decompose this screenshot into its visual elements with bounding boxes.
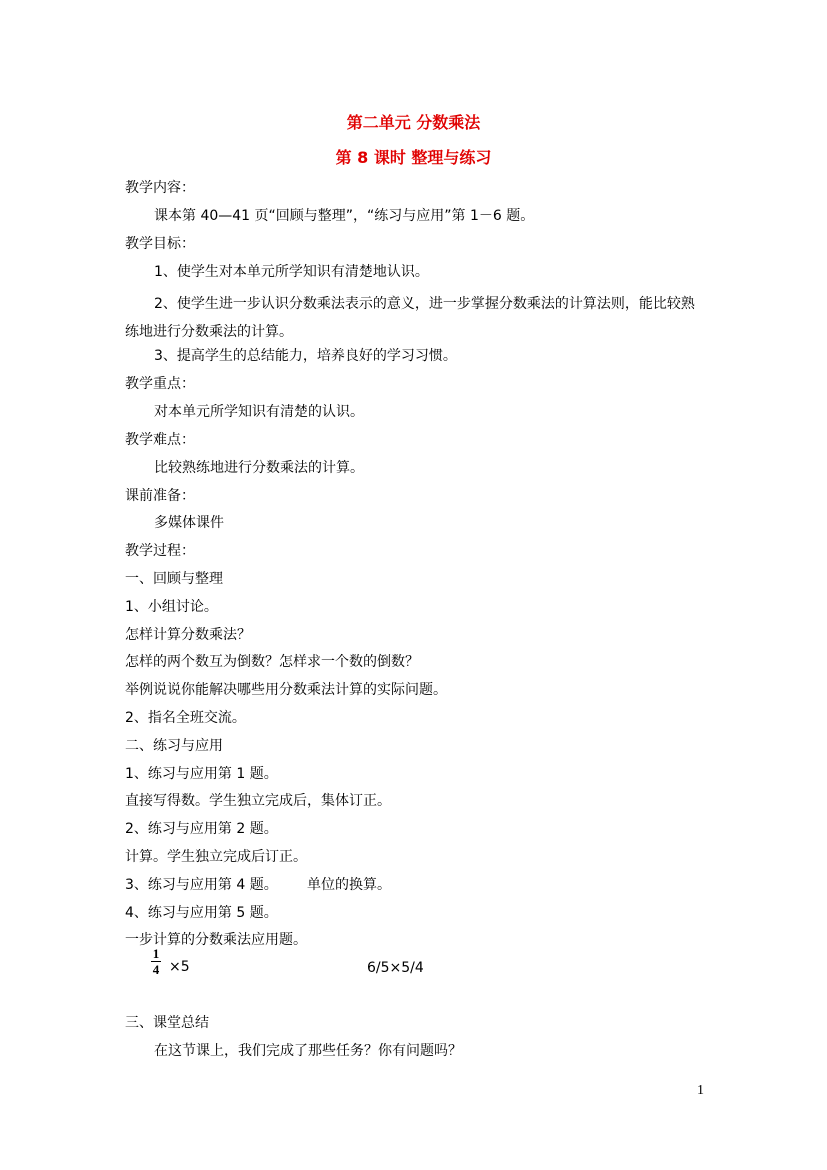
section-2-item-1-note: 直接写得数。学生独立完成后，集体订正。 bbox=[125, 793, 391, 809]
section-2-item-3-note: 单位的换算。 bbox=[307, 877, 391, 893]
difficulty-label: 教学难点： bbox=[125, 432, 195, 448]
section-1-question-2: 怎样的两个数互为倒数？怎样求一个数的倒数？ bbox=[125, 654, 419, 670]
goals-label: 教学目标： bbox=[125, 236, 195, 252]
expression-rest: ×5 bbox=[169, 959, 190, 975]
page-title: 第二单元 分数乘法 bbox=[346, 113, 481, 132]
section-1-item-2: 2、指名全班交流。 bbox=[125, 710, 246, 726]
key-text: 对本单元所学知识有清楚的认识。 bbox=[154, 404, 364, 420]
section-3-text: 在这节课上，我们完成了那些任务？你有问题吗？ bbox=[154, 1043, 462, 1059]
key-label: 教学重点： bbox=[125, 376, 195, 392]
goal-1: 1、使学生对本单元所学知识有清楚地认识。 bbox=[154, 264, 429, 280]
section-2-item-4: 4、练习与应用第 5 题。 bbox=[125, 905, 278, 921]
goal-2: 2、使学生进一步认识分数乘法表示的意义，进一步掌握分数乘法的计算法则，能比较熟练地进行分数乘法的计算。 bbox=[125, 296, 695, 340]
content-text: 课本第 40—41 页“回顾与整理”，“练习与应用”第 1－6 题。 bbox=[154, 208, 535, 224]
page-number: 1 bbox=[697, 1083, 704, 1098]
prep-text: 多媒体课件 bbox=[154, 515, 224, 531]
page-subtitle: 第 8 课时 整理与练习 bbox=[335, 148, 492, 167]
section-2-item-2-note: 计算。学生独立完成后订正。 bbox=[125, 849, 307, 865]
section-1-heading: 一、回顾与整理 bbox=[125, 571, 223, 587]
goal-3: 3、提高学生的总结能力，培养良好的学习习惯。 bbox=[154, 348, 457, 364]
difficulty-text: 比较熟练地进行分数乘法的计算。 bbox=[154, 460, 364, 476]
prep-label: 课前准备： bbox=[125, 488, 195, 504]
section-1-question-1: 怎样计算分数乘法？ bbox=[125, 627, 251, 643]
content-label: 教学内容： bbox=[125, 180, 195, 196]
section-2-item-3: 3、练习与应用第 4 题。 bbox=[125, 877, 278, 893]
section-2-item-4-note: 一步计算的分数乘法应用题。 bbox=[125, 932, 307, 948]
section-2-heading: 二、练习与应用 bbox=[125, 738, 223, 754]
section-1-question-3: 举例说说你能解决哪些用分数乘法计算的实际问题。 bbox=[125, 682, 447, 698]
fraction-numerator: 1 bbox=[152, 946, 160, 961]
section-2-item-1: 1、练习与应用第 1 题。 bbox=[125, 766, 278, 782]
section-2-item-2: 2、练习与应用第 2 题。 bbox=[125, 821, 278, 837]
section-3-heading: 三、课堂总结 bbox=[125, 1015, 209, 1031]
section-1-item-1: 1、小组讨论。 bbox=[125, 599, 218, 615]
fraction-denominator: 4 bbox=[152, 962, 160, 977]
process-label: 教学过程： bbox=[125, 543, 195, 559]
expression-2: 6/5×5/4 bbox=[367, 960, 424, 976]
